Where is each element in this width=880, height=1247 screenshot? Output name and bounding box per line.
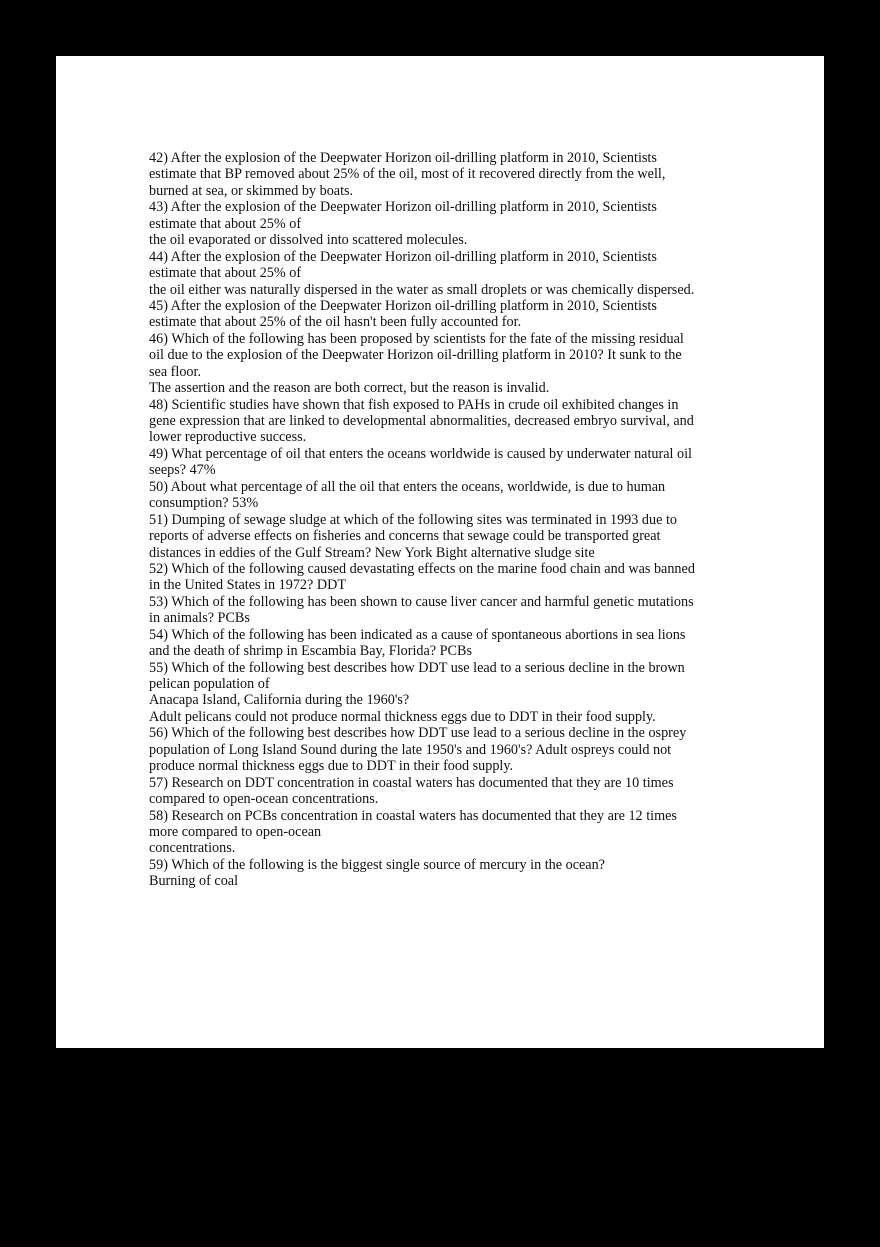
text-line: seeps? 47% xyxy=(149,462,216,479)
text-line: pelican population of xyxy=(149,676,270,692)
text-line: 45) After the explosion of the Deepwater Horizon oil-drilling platform in 2010, Scientists xyxy=(149,297,657,314)
question-item-48 xyxy=(149,397,749,446)
text-line: gene expression that are linked to developmental abnormalities, decreased embryo survival, and xyxy=(149,413,694,429)
question-item-45 xyxy=(149,298,749,331)
text-line: in the United States in 1972? DDT xyxy=(149,577,347,594)
question-item-43 xyxy=(149,199,749,248)
text-line: 59) Which of the following is the biggest single source of mercury in the ocean? xyxy=(149,856,605,873)
text-line: 49) What percentage of oil that enters the oceans worldwide is caused by underwater natural oil xyxy=(149,445,692,462)
text-line: 50) About what percentage of all the oil that enters the oceans, worldwide, is due to human xyxy=(149,478,666,495)
document-body xyxy=(149,150,749,890)
text-line: more compared to open-ocean xyxy=(149,823,322,840)
question-item-51 xyxy=(149,512,749,561)
text-line: The assertion and the reason are both correct, but the reason is invalid. xyxy=(149,380,550,397)
text-line: 43) After the explosion of the Deepwater Horizon oil-drilling platform in 2010, Scientists xyxy=(149,199,657,216)
text-line: oil due to the explosion of the Deepwater Horizon oil-drilling platform in 2010? It sunk to the xyxy=(149,347,682,364)
question-item-56 xyxy=(149,725,749,774)
text-line: the oil evaporated or dissolved into scattered molecules. xyxy=(149,232,468,249)
text-line: lower reproductive success. xyxy=(149,429,307,446)
text-line: estimate that about 25% of xyxy=(149,215,302,232)
text-line: 52) Which of the following caused devastating effects on the marine food chain and was banned xyxy=(149,560,695,577)
question-item-54 xyxy=(149,627,749,660)
text-line: estimate that BP removed about 25% of the oil, most of it recovered directly from the well, xyxy=(149,166,666,183)
text-line: 46) Which of the following has been proposed by scientists for the fate of the missing residual xyxy=(149,330,684,347)
text-line: 57) Research on DDT concentration in coastal waters has documented that they are 10 times xyxy=(149,774,674,791)
text-line: 53) Which of the following has been shown to cause liver cancer and harmful genetic mutations xyxy=(149,593,694,610)
text-line: 42) After the explosion of the Deepwater Horizon oil-drilling platform in 2010, Scientists xyxy=(149,150,657,166)
text-line: estimate that about 25% of the oil hasn't been fully accounted for. xyxy=(149,314,522,331)
question-item-52 xyxy=(149,561,749,594)
text-line: population of Long Island Sound during the late 1950's and 1960's? Adult ospreys could not xyxy=(149,741,672,758)
question-item-53 xyxy=(149,594,749,627)
text-line: 56) Which of the following best describes how DDT use lead to a serious decline in the osprey xyxy=(149,725,687,742)
text-line: 48) Scientific studies have shown that fish exposed to PAHs in crude oil exhibited changes in xyxy=(149,396,679,413)
text-line: compared to open-ocean concentrations. xyxy=(149,791,379,808)
question-item-50 xyxy=(149,479,749,512)
question-item-49 xyxy=(149,446,749,479)
text-line: burned at sea, or skimmed by boats. xyxy=(149,182,354,199)
question-item-47 xyxy=(149,380,749,396)
question-item-58 xyxy=(149,808,749,857)
text-line: concentrations. xyxy=(149,840,236,857)
question-item-59 xyxy=(149,857,749,890)
text-line: Anacapa Island, California during the 1960's? xyxy=(149,692,410,709)
text-line: 58) Research on PCBs concentration in coastal waters has documented that they are 12 times xyxy=(149,807,677,824)
question-item-44 xyxy=(149,249,749,298)
text-line: and the death of shrimp in Escambia Bay, Florida? PCBs xyxy=(149,643,472,660)
question-item-57 xyxy=(149,775,749,808)
question-item-42 xyxy=(149,150,749,199)
text-line: 54) Which of the following has been indicated as a cause of spontaneous abortions in sea lions xyxy=(149,626,686,643)
text-line: Burning of coal xyxy=(149,873,239,890)
text-line: produce normal thickness eggs due to DDT in their food supply. xyxy=(149,758,514,775)
text-line: consumption? 53% xyxy=(149,495,259,512)
document-page xyxy=(56,56,824,1048)
question-item-55 xyxy=(149,660,749,726)
text-line: estimate that about 25% of xyxy=(149,265,302,282)
text-line: Adult pelicans could not produce normal thickness eggs due to DDT in their food supply. xyxy=(149,708,656,725)
text-line: in animals? PCBs xyxy=(149,610,250,627)
text-line: sea floor. xyxy=(149,363,202,380)
text-line: the oil either was naturally dispersed in the water as small droplets or was chemically dispersed. xyxy=(149,281,695,298)
text-line: 51) Dumping of sewage sludge at which of the following sites was terminated in 1993 due to xyxy=(149,511,677,528)
text-line: 44) After the explosion of the Deepwater Horizon oil-drilling platform in 2010, Scientists xyxy=(149,248,657,265)
text-line: 55) Which of the following best describes how DDT use lead to a serious decline in the brown xyxy=(149,659,685,676)
question-item-46 xyxy=(149,331,749,380)
text-line: reports of adverse effects on fisheries and concerns that sewage could be transported great xyxy=(149,528,661,545)
text-line: distances in eddies of the Gulf Stream? New York Bight alternative sludge site xyxy=(149,544,595,561)
